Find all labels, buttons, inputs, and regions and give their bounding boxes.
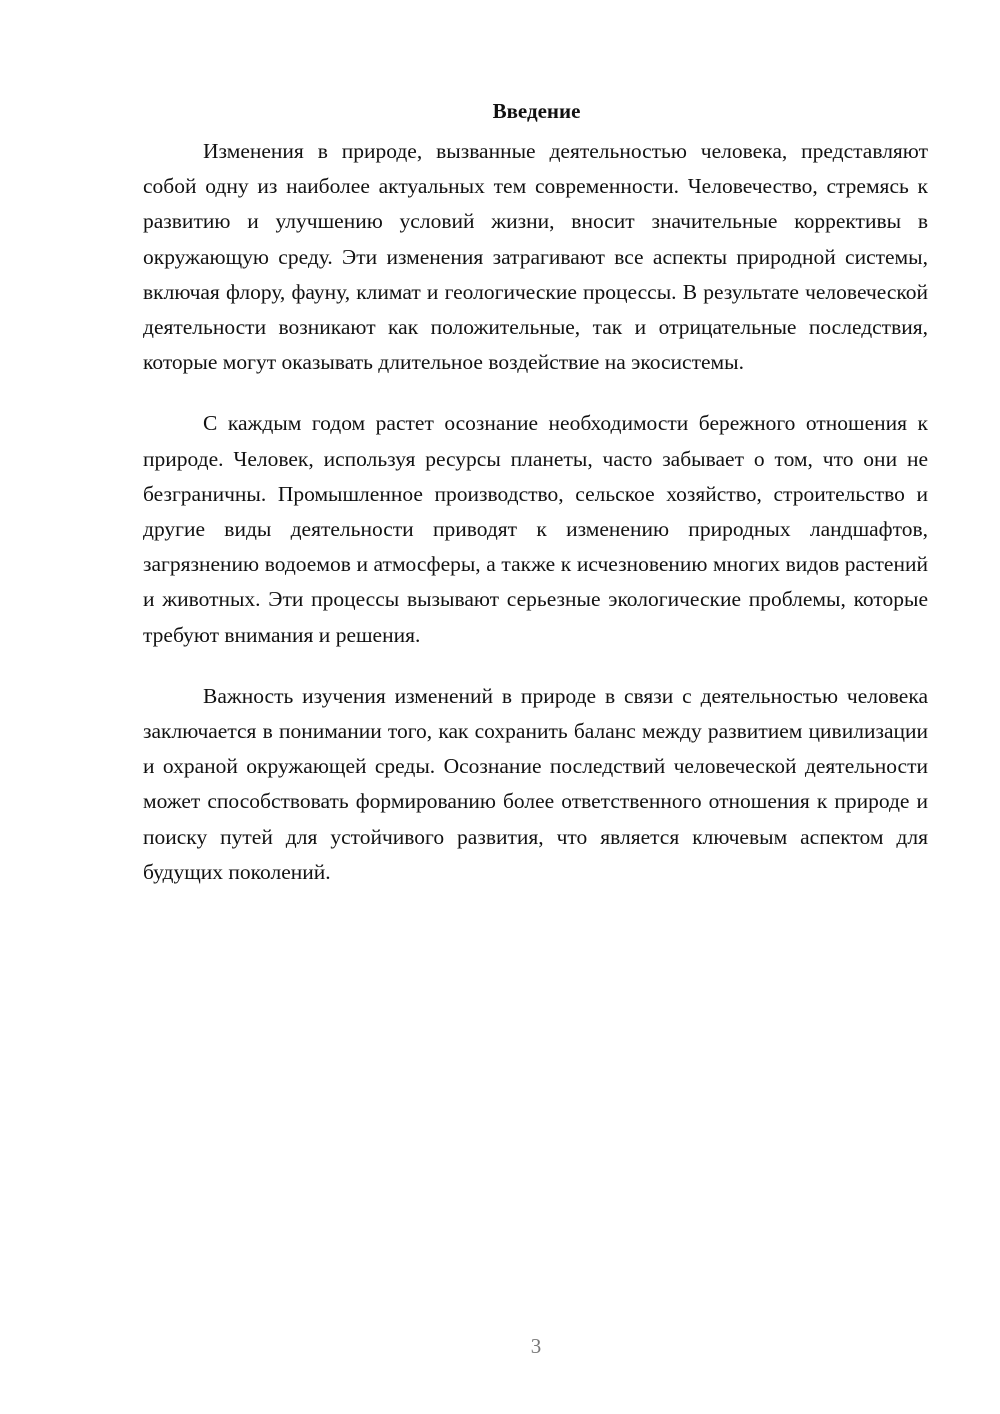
paragraph-1: Изменения в природе, вызванные деятельностью человека, представляют собой одну из наиболее актуальных тем современности. Человечество, стремясь к развитию и улучшению условий жизни, вносит значительные коррективы в окружающую среду. Эти изменения затрагивают все аспекты природной системы, включая флору, фауну, климат и геологические процессы. В результате человеческой деятельности возникают как положительные, так и отрицательные последствия, которые могут оказывать длительное воздействие на экосистемы. [143,139,928,375]
paragraph-3: Важность изучения изменений в природе в связи с деятельностью человека заключается в понимании того, как сохранить баланс между развитием цивилизации и охраной окружающей среды. Осознание последствий человеческой деятельности может способствовать формированию более ответственного отношения к природе и поиску путей для устойчивого развития, что является ключевым аспектом для будущих поколений. [143,683,928,884]
section-heading: Введение [492,99,581,123]
paragraph-2: С каждым годом растет осознание необходимости бережного отношения к природе. Человек, используя ресурсы планеты, часто забывает о том, что они не безграничны. Промышленное производство, сельское хозяйство, строительство и другие виды деятельности приводят к изменению природных ландшафтов, загрязнению водоемов и атмосферы, а также к исчезновению многих видов растений и животных. Эти процессы вызывают серьезные экологические проблемы, которые требуют внимания и решения. [143,411,928,647]
page-number: 3 [530,1334,542,1358]
page-content [143,98,928,916]
